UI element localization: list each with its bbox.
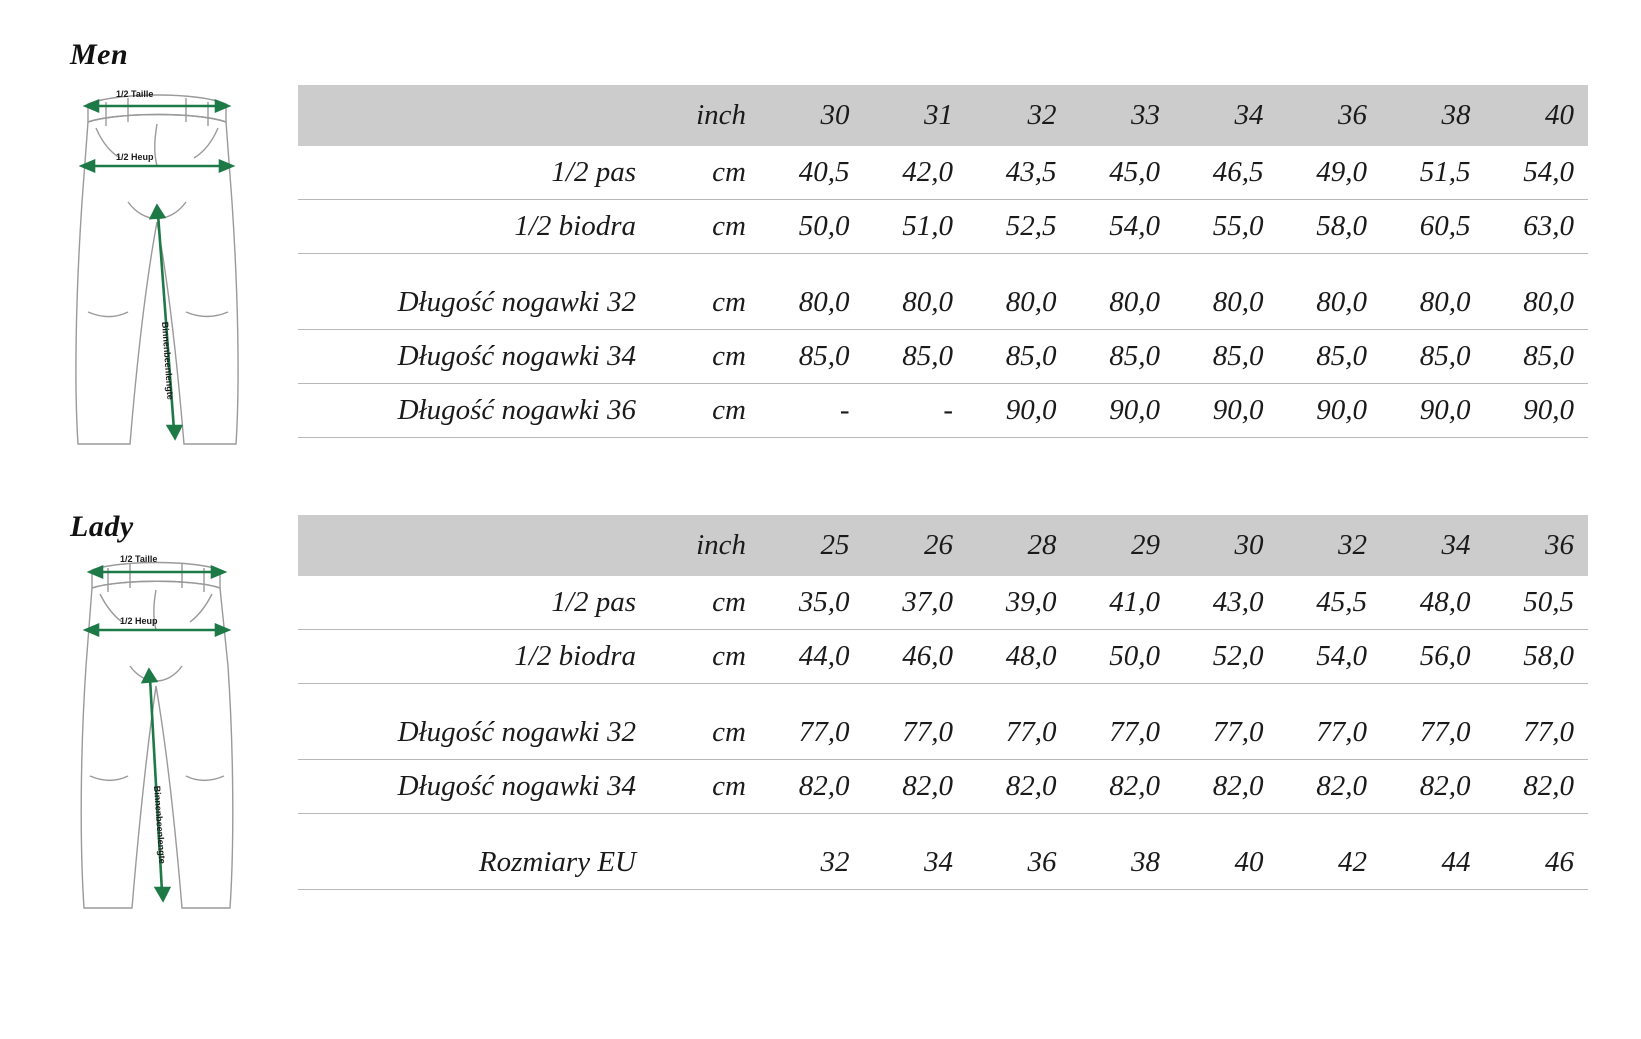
row-unit: cm [650,200,760,254]
row-value: 80,0 [864,276,968,330]
row-value: 85,0 [1381,330,1485,384]
lady-size-table [298,515,1588,890]
row-value: 54,0 [1071,200,1175,254]
row-value: 90,0 [1485,384,1589,438]
row-value: 50,0 [1071,630,1175,684]
row-value: 44 [1381,836,1485,890]
row-label: 1/2 pas [298,146,650,200]
table-spacer-row [298,684,1588,707]
row-value: 85,0 [1485,330,1589,384]
men-size-table [298,85,1588,438]
lady-header-size: 34 [1381,515,1485,576]
row-label: Długość nogawki 32 [298,706,650,760]
row-unit: cm [650,146,760,200]
lady-header-size: 29 [1071,515,1175,576]
row-value: 52,5 [967,200,1071,254]
table-row [298,706,1588,760]
row-value: 38 [1071,836,1175,890]
row-value: - [760,384,864,438]
men-table-body [298,146,1588,438]
lady-header-size: 25 [760,515,864,576]
row-value: 50,0 [760,200,864,254]
row-value: 82,0 [967,760,1071,814]
row-label: Długość nogawki 34 [298,330,650,384]
row-value: 90,0 [1278,384,1382,438]
row-value: 77,0 [1071,706,1175,760]
row-value: 80,0 [760,276,864,330]
men-header-size: 31 [864,85,968,146]
table-row [298,576,1588,630]
row-value: 82,0 [864,760,968,814]
table-spacer-row [298,254,1588,277]
row-value: 40,5 [760,146,864,200]
row-value: 45,0 [1071,146,1175,200]
table-row [298,760,1588,814]
row-value: 77,0 [760,706,864,760]
row-value: 80,0 [1485,276,1589,330]
row-value: 60,5 [1381,200,1485,254]
table-row [298,330,1588,384]
row-value: 90,0 [1071,384,1175,438]
row-label: 1/2 biodra [298,630,650,684]
row-value: 48,0 [1381,576,1485,630]
lady-table-head [298,515,1588,576]
row-value: 77,0 [1485,706,1589,760]
men-header-size: 32 [967,85,1071,146]
row-label: Długość nogawki 32 [298,276,650,330]
row-value: 82,0 [760,760,864,814]
row-value: 56,0 [1381,630,1485,684]
row-value: 41,0 [1071,576,1175,630]
row-value: 80,0 [1071,276,1175,330]
men-table-head [298,85,1588,146]
row-value: 49,0 [1278,146,1382,200]
row-value: 80,0 [1278,276,1382,330]
lady-header-size: 28 [967,515,1071,576]
row-value: 85,0 [864,330,968,384]
spacer-cell [298,684,1588,707]
row-label: 1/2 biodra [298,200,650,254]
table-row [298,276,1588,330]
row-unit: cm [650,630,760,684]
men-inseam-label: Binnenbeenlengte [160,321,176,400]
men-waist-label: 1/2 Taille [116,89,154,99]
lady-header-unit: inch [650,515,760,576]
men-header-size: 36 [1278,85,1382,146]
table-row [298,630,1588,684]
row-value: 36 [967,836,1071,890]
spacer-cell [298,254,1588,277]
lady-header-size: 36 [1485,515,1589,576]
row-value: 85,0 [1071,330,1175,384]
row-value: 58,0 [1485,630,1589,684]
row-value: 85,0 [760,330,864,384]
row-value: 40 [1174,836,1278,890]
men-header-row [298,85,1588,146]
row-value: 63,0 [1485,200,1589,254]
row-value: 58,0 [1278,200,1382,254]
row-value: 42,0 [864,146,968,200]
row-value: 77,0 [1174,706,1278,760]
row-value: 80,0 [1381,276,1485,330]
lady-table-body [298,576,1588,890]
row-value: 82,0 [1071,760,1175,814]
row-label: Długość nogawki 34 [298,760,650,814]
row-value: 37,0 [864,576,968,630]
men-header-size: 33 [1071,85,1175,146]
row-value: 51,0 [864,200,968,254]
row-unit: cm [650,760,760,814]
table-row [298,836,1588,890]
men-size-table-wrapper [298,85,1588,438]
lady-trousers-svg [58,548,288,928]
lady-header-size: 32 [1278,515,1382,576]
men-section-title: Men [70,38,129,71]
row-value: 82,0 [1278,760,1382,814]
row-label: Długość nogawki 36 [298,384,650,438]
men-header-unit: inch [650,85,760,146]
row-value: 54,0 [1485,146,1589,200]
row-unit: cm [650,576,760,630]
row-value: 48,0 [967,630,1071,684]
row-value: 82,0 [1174,760,1278,814]
row-value: 80,0 [1174,276,1278,330]
men-header-size: 34 [1174,85,1278,146]
lady-trousers-diagram [58,548,288,928]
row-value: 35,0 [760,576,864,630]
row-value: 46,0 [864,630,968,684]
row-value: 82,0 [1485,760,1589,814]
row-unit: cm [650,330,760,384]
men-header-size: 30 [760,85,864,146]
row-value: 54,0 [1278,630,1382,684]
row-value: 77,0 [967,706,1071,760]
lady-header-size: 30 [1174,515,1278,576]
row-value: 43,0 [1174,576,1278,630]
row-unit: cm [650,706,760,760]
men-header-size: 40 [1485,85,1589,146]
row-value: 90,0 [1174,384,1278,438]
row-value: 42 [1278,836,1382,890]
lady-hip-label: 1/2 Heup [120,616,158,626]
row-value: 51,5 [1381,146,1485,200]
lady-header-blank [298,515,650,576]
row-value: 77,0 [864,706,968,760]
row-value: 34 [864,836,968,890]
men-header-size: 38 [1381,85,1485,146]
men-trousers-diagram [58,82,288,462]
lady-header-size: 26 [864,515,968,576]
row-value: 82,0 [1381,760,1485,814]
row-value: 43,5 [967,146,1071,200]
table-row [298,146,1588,200]
row-value: 77,0 [1278,706,1382,760]
row-value: 77,0 [1381,706,1485,760]
lady-size-table-wrapper [298,515,1588,890]
row-unit [650,836,760,890]
row-value: 85,0 [1174,330,1278,384]
row-label: 1/2 pas [298,576,650,630]
lady-waist-label: 1/2 Taille [120,554,158,564]
table-row [298,200,1588,254]
spacer-cell [298,814,1588,837]
table-row [298,384,1588,438]
row-unit: cm [650,384,760,438]
row-unit: cm [650,276,760,330]
row-value: 46,5 [1174,146,1278,200]
row-value: 32 [760,836,864,890]
lady-header-row [298,515,1588,576]
row-value: 55,0 [1174,200,1278,254]
row-value: 80,0 [967,276,1071,330]
row-value: 46 [1485,836,1589,890]
row-value: 39,0 [967,576,1071,630]
row-value: 90,0 [967,384,1071,438]
row-value: - [864,384,968,438]
row-value: 50,5 [1485,576,1589,630]
table-spacer-row [298,814,1588,837]
lady-inseam-label: Binnenbeenlengte [152,785,168,864]
row-value: 85,0 [967,330,1071,384]
row-label: Rozmiary EU [298,836,650,890]
row-value: 90,0 [1381,384,1485,438]
men-trousers-svg [58,82,288,462]
row-value: 44,0 [760,630,864,684]
men-header-blank [298,85,650,146]
row-value: 45,5 [1278,576,1382,630]
lady-section-title: Lady [70,510,134,543]
row-value: 52,0 [1174,630,1278,684]
men-hip-label: 1/2 Heup [116,152,154,162]
row-value: 85,0 [1278,330,1382,384]
